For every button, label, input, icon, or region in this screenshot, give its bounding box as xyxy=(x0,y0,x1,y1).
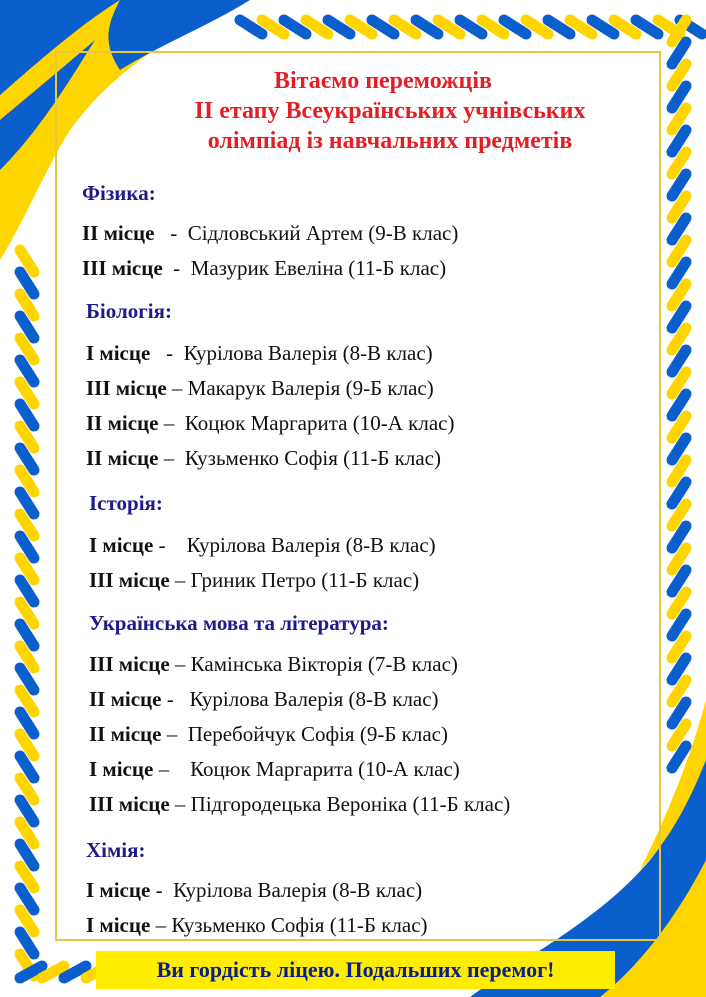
place-label: І місце xyxy=(86,913,151,937)
history-entry-2 xyxy=(89,567,419,593)
winner-name: Коцюк Маргарита (10-А клас) xyxy=(184,411,455,435)
separator: - xyxy=(150,341,184,365)
place-label: ІІ місце xyxy=(86,446,159,470)
chemistry-entry-2 xyxy=(86,912,428,938)
separator: – xyxy=(169,792,191,816)
place-label: ІІІ місце xyxy=(82,256,163,280)
winner-name: Камінська Вікторія (7-В клас) xyxy=(190,652,458,676)
winner-name: Перебойчук Софія (9-Б клас) xyxy=(187,722,448,746)
subject-biology: Біологія: xyxy=(86,299,172,323)
winner-name: Сідловський Артем (9-В клас) xyxy=(187,221,459,245)
place-label: І місце xyxy=(89,533,154,557)
separator: – xyxy=(158,411,185,435)
biology-entry-2 xyxy=(86,375,434,401)
winner-name: Гриник Петро (11-Б клас) xyxy=(190,568,420,592)
physics-entry-2 xyxy=(82,255,446,281)
biology-entry-4 xyxy=(86,445,441,471)
winner-name: Підгородецька Вероніка (11-Б клас) xyxy=(190,792,511,816)
separator: – xyxy=(169,568,191,592)
ukrainian-entry-5 xyxy=(89,791,510,817)
winner-name: Курілова Валерія (8-В клас) xyxy=(186,533,436,557)
ukrainian-entry-2 xyxy=(89,686,439,712)
place-label: ІІІ місце xyxy=(89,652,170,676)
separator: – xyxy=(153,757,191,781)
place-label: ІІ місце xyxy=(82,221,155,245)
physics-entry-1 xyxy=(82,220,458,246)
separator: - xyxy=(162,256,191,280)
place-label: ІІ місце xyxy=(89,722,162,746)
winner-name: Макарук Валерія (9-Б клас) xyxy=(187,376,434,400)
ukrainian-entry-3 xyxy=(89,721,448,747)
winner-name: Курілова Валерія (8-В клас) xyxy=(189,687,439,711)
separator: – xyxy=(166,376,188,400)
place-label: І місце xyxy=(86,341,151,365)
history-entry-1 xyxy=(89,532,436,558)
separator: - xyxy=(154,221,188,245)
separator: – xyxy=(150,913,172,937)
biology-entry-1 xyxy=(86,340,433,366)
separator: - xyxy=(161,687,190,711)
title-line-1: Вітаємо переможців xyxy=(274,68,492,94)
title-line-3: олімпіад із навчальних предметів xyxy=(207,128,573,154)
winner-name: Мазурик Евеліна (11-Б клас) xyxy=(190,256,447,280)
place-label: І місце xyxy=(89,757,154,781)
ukrainian-entry-4 xyxy=(89,756,460,782)
winner-name: Кузьменко Софія (11-Б клас) xyxy=(184,446,441,470)
ukrainian-entry-1 xyxy=(89,651,458,677)
place-label: ІІ місце xyxy=(86,411,159,435)
separator: - xyxy=(150,878,174,902)
separator: – xyxy=(158,446,185,470)
winner-name: Курілова Валерія (8-В клас) xyxy=(173,878,423,902)
subject-history: Історія: xyxy=(89,491,163,515)
separator: – xyxy=(161,722,188,746)
title-block xyxy=(60,66,660,156)
subject-chemistry: Хімія: xyxy=(86,838,146,862)
subject-ukrainian-language-literature: Українська мова та література: xyxy=(89,611,389,635)
subject-physics: Фізика: xyxy=(82,181,156,205)
place-label: І місце xyxy=(86,878,151,902)
place-label: ІІІ місце xyxy=(86,376,167,400)
chemistry-entry-1 xyxy=(86,877,422,903)
place-label: ІІІ місце xyxy=(89,568,170,592)
separator: – xyxy=(169,652,191,676)
winner-name: Коцюк Маргарита (10-А клас) xyxy=(190,757,460,781)
separator: - xyxy=(153,533,187,557)
slogan-banner: Ви гордість ліцею. Подальших перемог! xyxy=(96,951,615,989)
title-line-2: ІІ етапу Всеукраїнських учнівських xyxy=(194,98,586,124)
winner-name: Курілова Валерія (8-В клас) xyxy=(183,341,433,365)
place-label: ІІ місце xyxy=(89,687,162,711)
winner-name: Кузьменко Софія (11-Б клас) xyxy=(171,913,428,937)
place-label: ІІІ місце xyxy=(89,792,170,816)
biology-entry-3 xyxy=(86,410,454,436)
